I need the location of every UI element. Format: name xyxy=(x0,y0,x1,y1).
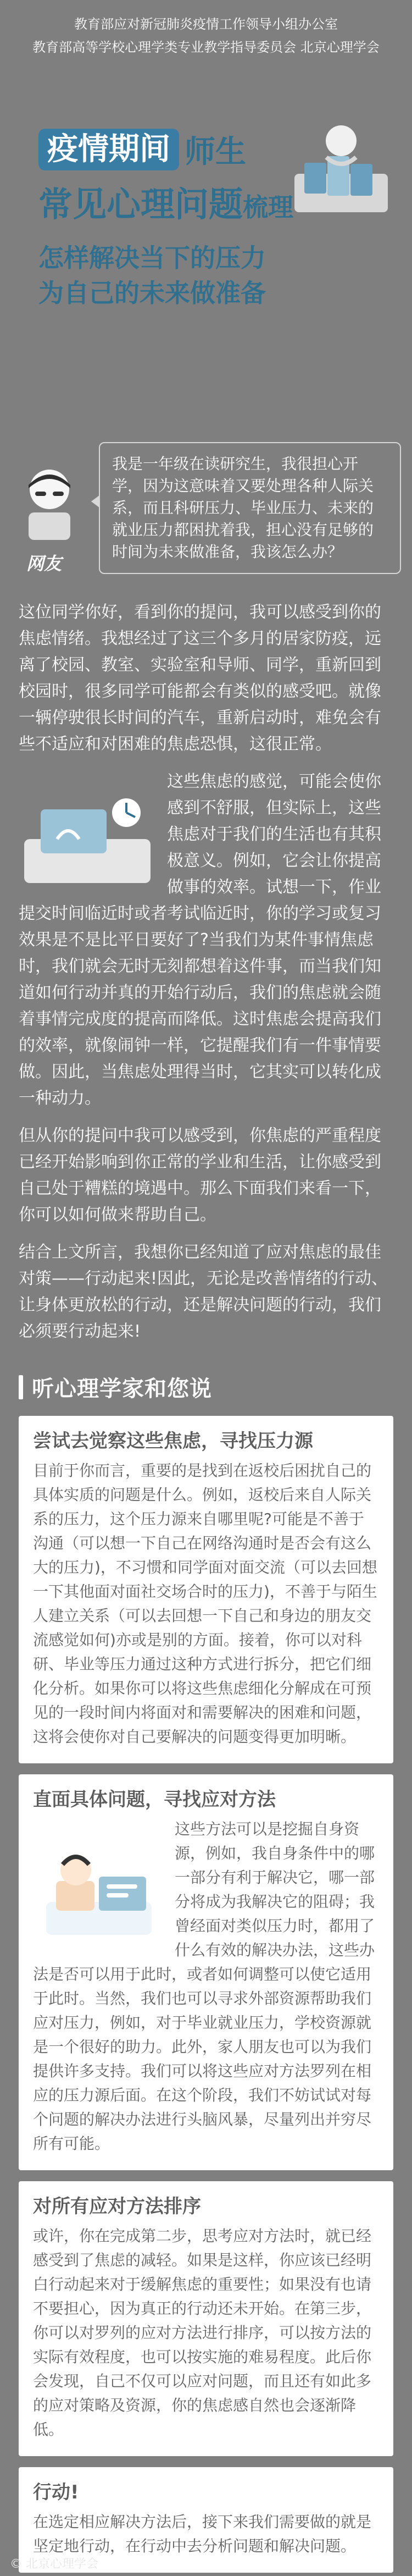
body-paragraph-2-wrapper xyxy=(19,769,393,1112)
expert-section-header xyxy=(0,1371,412,1403)
card-text-3: 或许，你在完成第二步，思考应对方法时，就已经感受到了焦虑的减轻。如果是这样，你应该已经明白行动起来对于缓解焦虑的重要性；如果没有也请不要担心，因为真正的行动还未开始。在第三步，你可以对罗列的应对方法进行排序，可以按方法的实际有效程度，也可以按实施的难易程度。此后你会发现，自己不仅可以应对问题，而且还有如此多的应对策略及资源，你的焦虑感自然也会逐渐降低。 xyxy=(33,2227,372,2439)
thinking-student-illustration-icon xyxy=(33,1821,165,1952)
card-title-1: 尝试去觉察这些焦虑，寻找压力源 xyxy=(33,1430,313,1452)
card-title-3: 对所有应对方法排序 xyxy=(33,2196,201,2218)
card-text-2: 这些方法可以是挖掘自身资源，例如，我自身条件中的哪一部分有利于解决它，哪一部分将成为我解决它的阻碍；我曾经面对类似压力时，都用了什么有效的解决办法，这些办法是否可以用于此时，或者如何调整可以使它适用于此时。当然，我们也可以寻求外部资源帮助我们应对压力，例如，对于毕业就业压力，学校资源就是一个很好的助力。此外，家人朋友也可以为我们提供许多支持。我们可以将这些应对方法罗列在相应的压力源后面。在这个阶段，我们不妨试试对每个问题的解决办法进行头脑风暴，尽量列出并穷尽所有可能。 xyxy=(33,1820,375,2153)
org-line-2: 教育部高等学校心理学类专业教学指导委员会 北京心理学会 xyxy=(32,40,380,55)
card-find-methods xyxy=(19,1774,393,2170)
avatar-label: 网友 xyxy=(26,553,62,574)
title-tail: 梳理 xyxy=(243,192,294,222)
subtitle-line-2: 为自己的未来做准备 xyxy=(38,278,266,308)
title-rest: 师生 xyxy=(185,134,246,170)
footer-mark: © 北京心理学会 xyxy=(10,2557,98,2571)
page xyxy=(0,14,412,2576)
clock-and-stress-illustration-icon xyxy=(19,773,156,894)
card-text-1: 目前于你而言，重要的是找到在返校后困扰自己的具体实质的问题是什么。例如，返校后来自人际关系的压力，这个压力源来自哪里呢?可能是不善于沟通（可以想一下自己在网络沟通时是否会有这么大的压力)，不习惯和同学面对面交流（可以去回想一下其他面对面社交场合时的压力)，不善于与陌生人建立关系（可以去回想一下自己和身边的朋友交流感觉如何)亦或是别的方面。接着，你可以对科研、毕业等压力通过这种方式进行拆分，把它们细化分析。如果你可以将这些焦虑细化分解成在可预见的一段时间内将面对和需要解决的困难和问题，这将会使你对自己要解决的问题变得更加明晰。 xyxy=(33,1461,377,1746)
body-content xyxy=(0,599,412,1345)
subtitle-line-1: 怎样解决当下的压力 xyxy=(38,243,266,273)
subtitle xyxy=(38,240,368,311)
title-main: 常见心理问题 xyxy=(38,184,243,224)
question-bubble: 我是一年级在读研究生，我很担心开学，因为这意味着又要处理各种人际关系，而且科研压力、毕业压力、未来的就业压力都困扰着我，担心没有足够的时间为未来做准备，我该怎么办？ xyxy=(99,442,401,574)
body-paragraph-2: 这些焦虑的感觉，可能会使你感到不舒服，但实际上，这些焦虑对于我们的生活也有其积极意义。例如，它会让你提高做事的效率。试想一下，作业提交时间临近时或者考试临近时，你的学习或复习效果是不是比平日要好了?当我们为某件事情焦虑时，我们就会无时无刻都想着这件事，而当我们知道如何行动并真的开始行动后，我们的焦虑就会随着事情完成度的提高而降低。这时焦虑会提高我们的效率，就像闹钟一样，它提醒我们有一件事情要做。因此，当焦虑处理得当时，它其实可以转化成一种动力。 xyxy=(19,772,381,1108)
card-sort-methods xyxy=(19,2181,393,2456)
header xyxy=(0,14,412,432)
body-paragraph-4: 结合上文所言，我想你已经知道了应对焦虑的最佳对策——行动起来!因此，无论是改善情绪的行动、让身体更放松的行动，还是解决问题的行动，我们必须要行动起来! xyxy=(19,1243,388,1341)
avatar-icon xyxy=(16,459,82,547)
title-pill: 疫情期间 xyxy=(38,129,179,170)
card-text-4: 在选定相应解决方法后，接下来我们需要做的就是坚定地行动，在行动中去分析问题和解决问题。 xyxy=(33,2513,372,2555)
card-title-4: 行动! xyxy=(33,2481,79,2503)
body-paragraph-1: 这位同学你好，看到你的提问，我可以感受到你的焦虑情绪。我想经过了这三个多月的居家防疫，远离了校园、教室、实验室和导师、同学，重新回到校园时，很多同学可能都会有类似的感受吧。就像一辆停驶很长时间的汽车，重新启动时，难免会有些不适应和对困难的焦虑恐惧，这很正常。 xyxy=(19,603,381,754)
org-line-1: 教育部应对新冠肺炎疫情工作领导小组办公室 xyxy=(74,16,338,32)
student-with-books-icon xyxy=(289,102,393,223)
card-title-2: 直面具体问题，寻找应对方法 xyxy=(33,1789,276,1811)
question-block xyxy=(16,442,396,585)
card-find-stressors xyxy=(19,1416,393,1763)
expert-section-title: 听心理学家和您说 xyxy=(32,1376,212,1402)
body-paragraph-3: 但从你的提问中我可以感受到，你焦虑的严重程度已经开始影响到你正常的学业和生活，让你感受到自己处于糟糕的境遇中。那么下面我们来看一下，你可以如何做来帮助自己。 xyxy=(19,1126,381,1224)
section-bar-icon xyxy=(19,1375,23,1399)
